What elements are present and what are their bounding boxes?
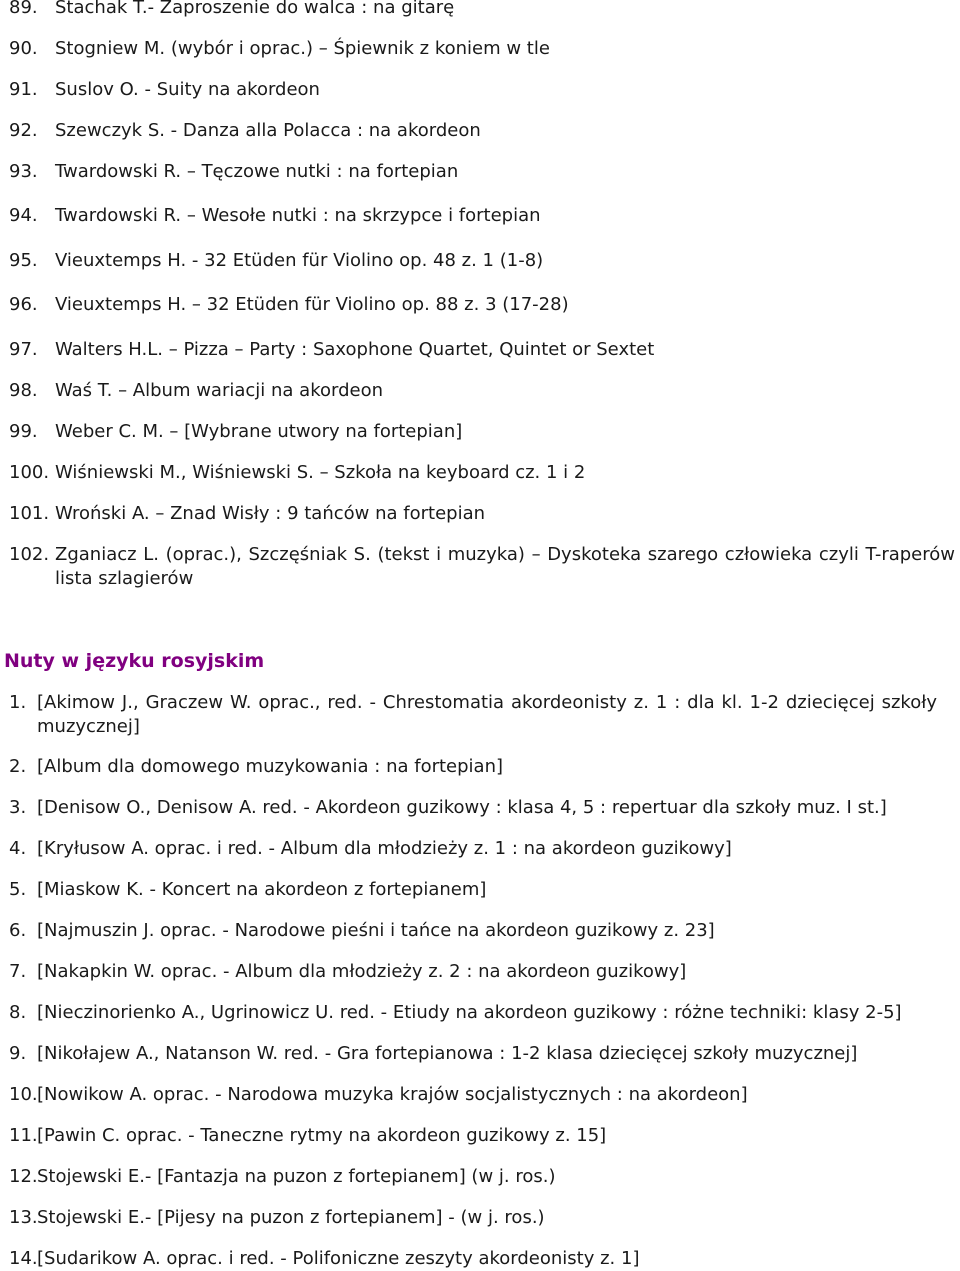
item-text: Walters H.L. – Pizza – Party : Saxophone Quartet, Quintet or Sextet — [55, 339, 655, 360]
item-text: Wroński A. – Znad Wisły : 9 tańców na fortepian — [55, 503, 486, 524]
item-number: 95. — [9, 250, 38, 271]
item-number: 101. — [9, 503, 50, 524]
item-text: Waś T. – Album wariacji na akordeon — [55, 380, 383, 401]
item-number: 7. — [9, 961, 27, 982]
item-number: 11. — [9, 1125, 38, 1146]
item-number: 97. — [9, 339, 38, 360]
item-number: 14. — [9, 1248, 38, 1269]
item-number: 90. — [9, 38, 38, 59]
item-text: Vieuxtemps H. - 32 Etüden für Violino op. 48 z. 1 (1-8) — [55, 250, 544, 271]
item-text: [Nikołajew A., Natanson W. red. - Gra fortepianowa : 1-2 klasa dziecięcej szkoły muzycznej] — [37, 1043, 858, 1064]
item-number: 9. — [9, 1043, 27, 1064]
item-number: 102. — [9, 544, 50, 565]
item-number: 12. — [9, 1166, 38, 1187]
item-text: Stachak T.- Zaproszenie do walca : na gitarę — [55, 0, 455, 18]
item-text: Zganiacz L. (oprac.), Szczęśniak S. (tekst i muzyka) – Dyskoteka szarego człowieka czyli T-raperów lista szlagierów — [55, 544, 955, 589]
item-text: [Denisow O., Denisow A. red. - Akordeon guzikowy : klasa 4, 5 : repertuar dla szkoły muz. I st.] — [37, 797, 887, 818]
item-text: Vieuxtemps H. – 32 Etüden für Violino op. 88 z. 3 (17-28) — [55, 294, 569, 315]
item-number: 91. — [9, 79, 38, 100]
item-text: Twardowski R. – Tęczowe nutki : na fortepian — [55, 161, 459, 182]
item-number: 2. — [9, 756, 27, 777]
item-number: 100. — [9, 462, 50, 483]
item-number: 10. — [9, 1084, 38, 1105]
item-number: 98. — [9, 380, 38, 401]
item-text: [Sudarikow A. oprac. i red. - Polifoniczne zeszyty akordeonisty z. 1] — [37, 1248, 640, 1269]
item-number: 6. — [9, 920, 27, 941]
item-number: 4. — [9, 838, 27, 859]
item-number: 89. — [9, 0, 38, 18]
item-number: 96. — [9, 294, 38, 315]
item-number: 93. — [9, 161, 38, 182]
item-number: 13. — [9, 1207, 38, 1228]
item-text: Szewczyk S. - Danza alla Polacca : na akordeon — [55, 120, 481, 141]
section-heading: Nuty w języku rosyjskim — [4, 650, 265, 672]
item-text: [Album dla domowego muzykowania : na fortepian] — [37, 756, 504, 777]
item-text: [Kryłusow A. oprac. i red. - Album dla młodzieży z. 1 : na akordeon guzikowy] — [37, 838, 732, 859]
item-text: [Najmuszin J. oprac. - Narodowe pieśni i tańce na akordeon guzikowy z. 23] — [37, 920, 715, 941]
item-number: 3. — [9, 797, 27, 818]
item-text: Stojewski E.- [Pijesy na puzon z fortepianem] - (w j. ros.) — [37, 1207, 545, 1228]
item-number: 94. — [9, 205, 38, 226]
item-text: [Pawin C. oprac. - Taneczne rytmy na akordeon guzikowy z. 15] — [37, 1125, 607, 1146]
item-text: Stojewski E.- [Fantazja na puzon z fortepianem] (w j. ros.) — [37, 1166, 556, 1187]
item-text: Stogniew M. (wybór i oprac.) – Śpiewnik z koniem w tle — [55, 38, 550, 59]
item-number: 92. — [9, 120, 38, 141]
item-text: [Akimow J., Graczew W. oprac., red. - Chrestomatia akordeonisty z. 1 : dla kl. 1-2 dziecięcej szkoły muzycznej] — [37, 692, 937, 737]
item-number: 1. — [9, 692, 27, 713]
item-text: Twardowski R. – Wesołe nutki : na skrzypce i fortepian — [55, 205, 541, 226]
item-text: Wiśniewski M., Wiśniewski S. – Szkoła na keyboard cz. 1 i 2 — [55, 462, 586, 483]
item-number: 99. — [9, 421, 38, 442]
item-text: Suslov O. - Suity na akordeon — [55, 79, 320, 100]
item-text: [Nowikow A. oprac. - Narodowa muzyka krajów socjalistycznych : na akordeon] — [37, 1084, 748, 1105]
item-text: [Nakapkin W. oprac. - Album dla młodzieży z. 2 : na akordeon guzikowy] — [37, 961, 687, 982]
item-text: Weber C. M. – [Wybrane utwory na fortepian] — [55, 421, 463, 442]
item-text: [Miaskow K. - Koncert na akordeon z fortepianem] — [37, 879, 487, 900]
item-number: 5. — [9, 879, 27, 900]
item-number: 8. — [9, 1002, 27, 1023]
item-text: [Nieczinorienko A., Ugrinowicz U. red. - Etiudy na akordeon guzikowy : różne techniki: klasy 2-5] — [37, 1002, 902, 1023]
